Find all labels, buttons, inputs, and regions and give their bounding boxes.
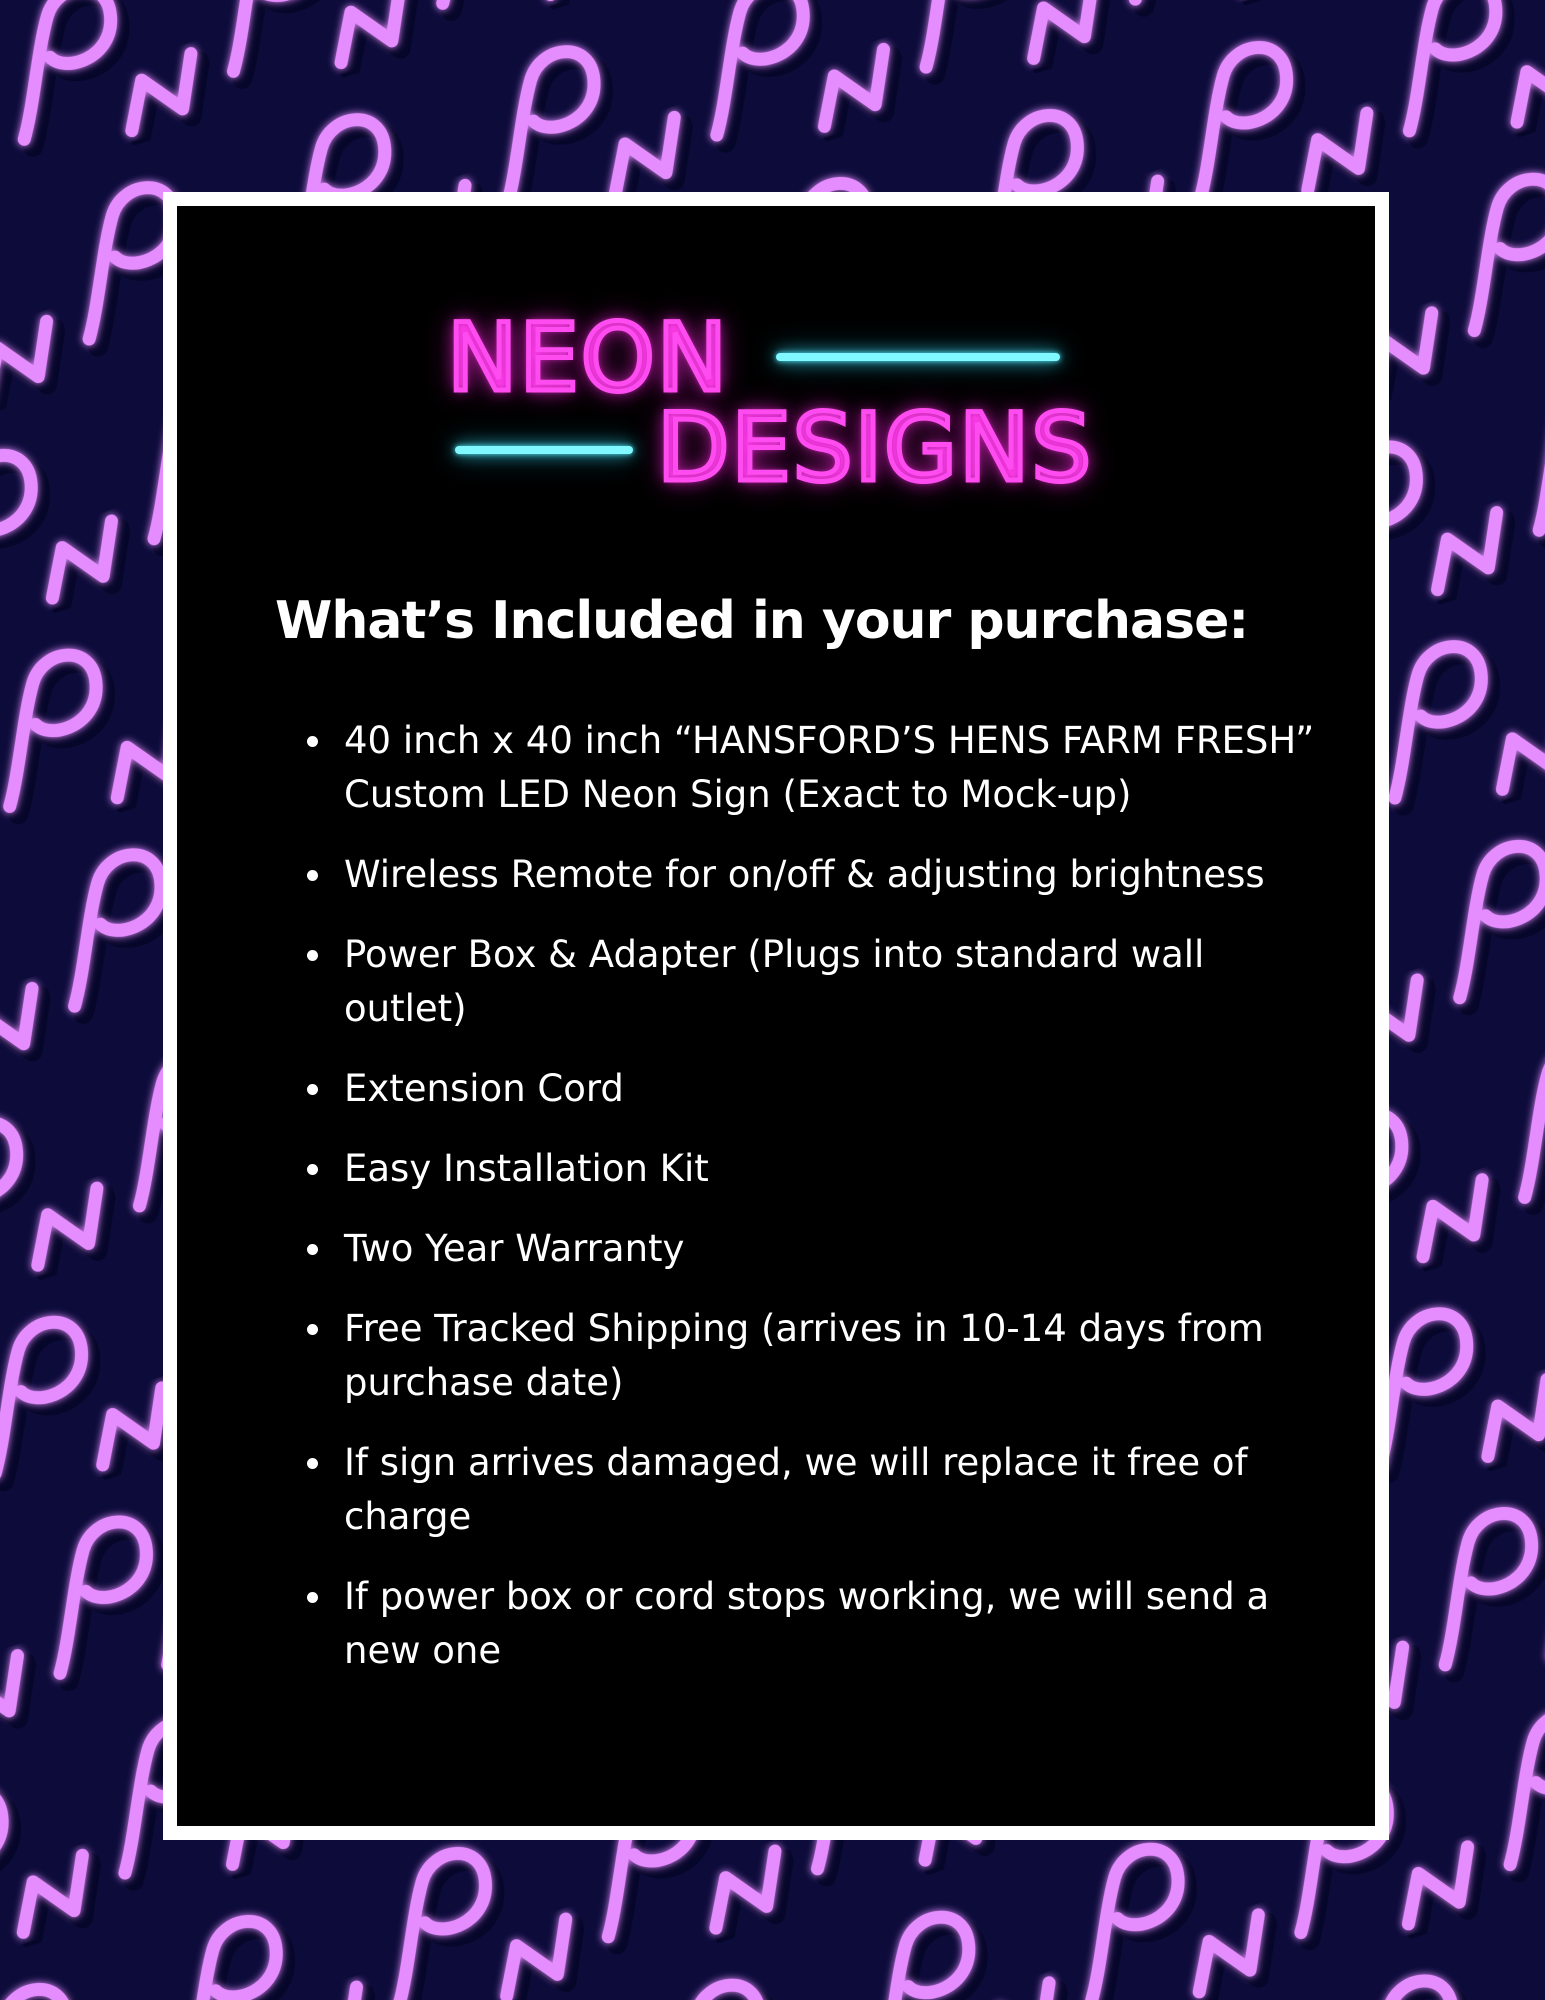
bullet-icon [307,1324,318,1335]
list-item-text: If power box or cord stops working, we will send a new one [344,1575,1270,1672]
included-items-list [344,714,1334,1704]
list-item-text: Two Year Warranty [344,1227,685,1270]
list-item [344,1062,1334,1116]
bullet-icon [307,1164,318,1175]
list-item-text: Wireless Remote for on/off & adjusting brightness [344,853,1265,896]
list-item [344,928,1334,1036]
logo-word-neon: NEON [447,304,730,413]
list-item-text: Easy Installation Kit [344,1147,709,1190]
list-item-text: Free Tracked Shipping (arrives in 10-14 days from purchase date) [344,1307,1264,1404]
list-item [344,1222,1334,1276]
bullet-icon [307,870,318,881]
list-item [344,1570,1334,1678]
logo-cyan-bar-top [776,353,1060,361]
list-item-text: Power Box & Adapter (Plugs into standard wall outlet) [344,933,1205,1030]
bullet-icon [307,1244,318,1255]
list-item [344,1142,1334,1196]
logo-word-designs: DESIGNS [657,394,1093,503]
info-card [163,192,1389,1840]
logo-cyan-bar-bottom [455,446,633,454]
list-item-text: 40 inch x 40 inch “HANSFORD’S HENS FARM FRESH” Custom LED Neon Sign (Exact to Mock-up) [344,719,1315,816]
info-card-body [177,206,1375,1826]
bullet-icon [307,736,318,747]
list-item [344,1302,1334,1410]
list-item-text: Extension Cord [344,1067,624,1110]
list-item [344,1436,1334,1544]
neon-designs-logo [177,206,1375,566]
bullet-icon [307,950,318,961]
list-item-text: If sign arrives damaged, we will replace it free of charge [344,1441,1248,1538]
list-item [344,848,1334,902]
bullet-icon [307,1084,318,1095]
included-heading: What’s Included in your purchase: [275,591,1249,651]
list-item [344,714,1334,822]
bullet-icon [307,1458,318,1469]
bullet-icon [307,1592,318,1603]
